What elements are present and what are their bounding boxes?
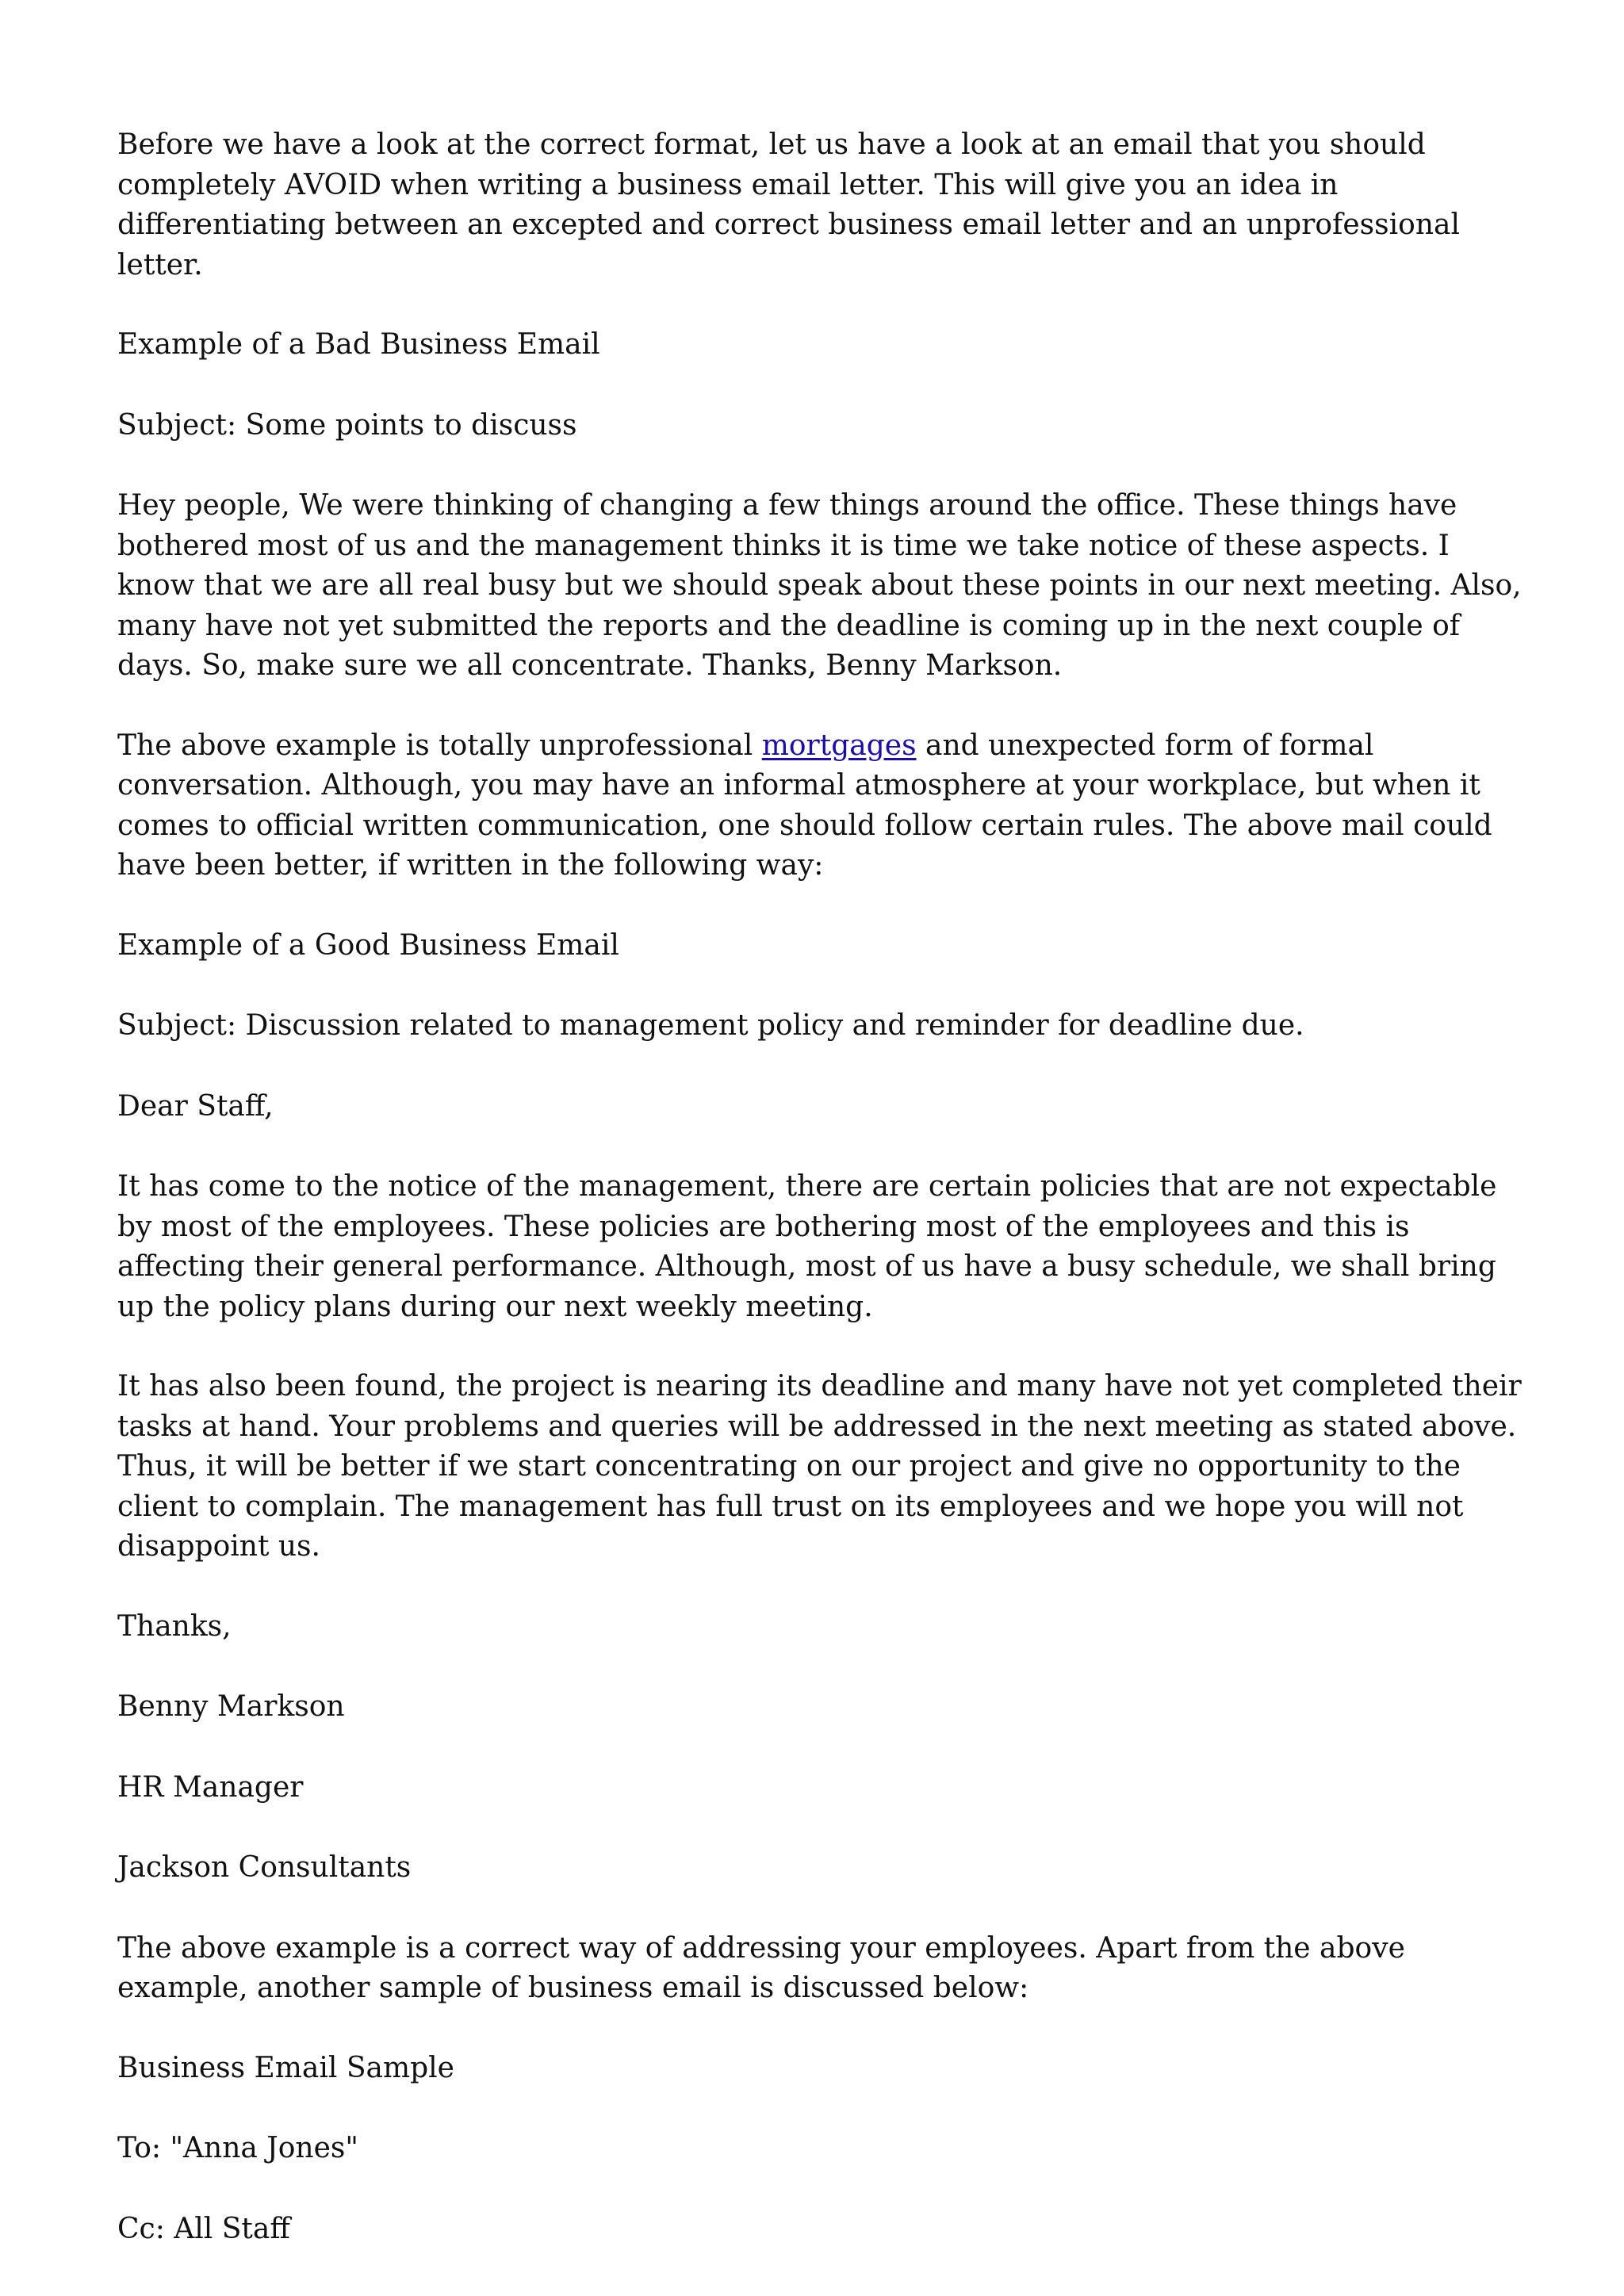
sample-to-line: To: "Anna Jones" [117,2132,358,2164]
bad-email-body: Hey people, We were thinking of changing a few things around the office. These things have bothered most of us and the management thinks it is time we take notice of these aspects. I know that we are all real busy but we should speak about these points in our next meeting. Also, many have not yet submitted the reports and the deadline is coming up in the next couple of days. So, make sure we all concentrate. Thanks, Benny Markson. [117,489,1522,682]
good-email-heading: Example of a Good Business Email [117,928,619,962]
good-email-body-2: It has also been found, the project is nearing its deadline and many have not yet completed their tasks at hand. Your problems and queries will be addressed in the next meeting as stated above. Thus, it will be better if we start concentrating on our project and give no opportunity to the client to complain. The management has full trust on its employees and we hope you will not disappoint us. [117,1370,1522,1563]
bad-email-heading: Example of a Bad Business Email [117,328,600,361]
signature-title: HR Manager [117,1770,304,1804]
summary-paragraph: The above example is a correct way of addressing your employees. Apart from the above example, another sample of business email is discussed below: [117,1931,1405,2004]
good-email-body-1: It has come to the notice of the management, there are certain policies that are not expectable by most of the employees. These policies are bothering most of the employees and this is affecting their general performance. Although, most of us have a busy schedule, we shall bring up the policy plans during our next weekly meeting. [117,1170,1497,1323]
good-email-closing: Thanks, [117,1609,232,1643]
commentary-text-after-link: and unexpected form of formal conversation. Although, you may have an informal atmosphere at your workplace, but when it comes to official written communication, one should follow certain rules. The above mail could have been better, if written in the following way: [117,729,1492,882]
document-page [117,125,1529,2290]
sample-cc-line: Cc: All Staff [117,2212,290,2245]
mortgages-link[interactable]: mortgages [761,729,917,762]
signature-company: Jackson Consultants [117,1851,412,1884]
commentary-text-before-link: The above example is totally unprofessional [117,729,762,762]
good-email-subject: Subject: Discussion related to management policy and reminder for deadline due. [117,1009,1304,1042]
intro-paragraph: Before we have a look at the correct format, let us have a look at an email that you should completely AVOID when writing a business email letter. This will give you an idea in differentiating between an excepted and correct business email letter and an unprofessional letter. [117,128,1460,281]
sample-heading: Business Email Sample [117,2051,454,2084]
signature-name: Benny Markson [117,1690,345,1723]
commentary-paragraph [117,726,1529,886]
good-email-salutation: Dear Staff, [117,1089,274,1123]
bad-email-subject: Subject: Some points to discuss [117,408,577,442]
